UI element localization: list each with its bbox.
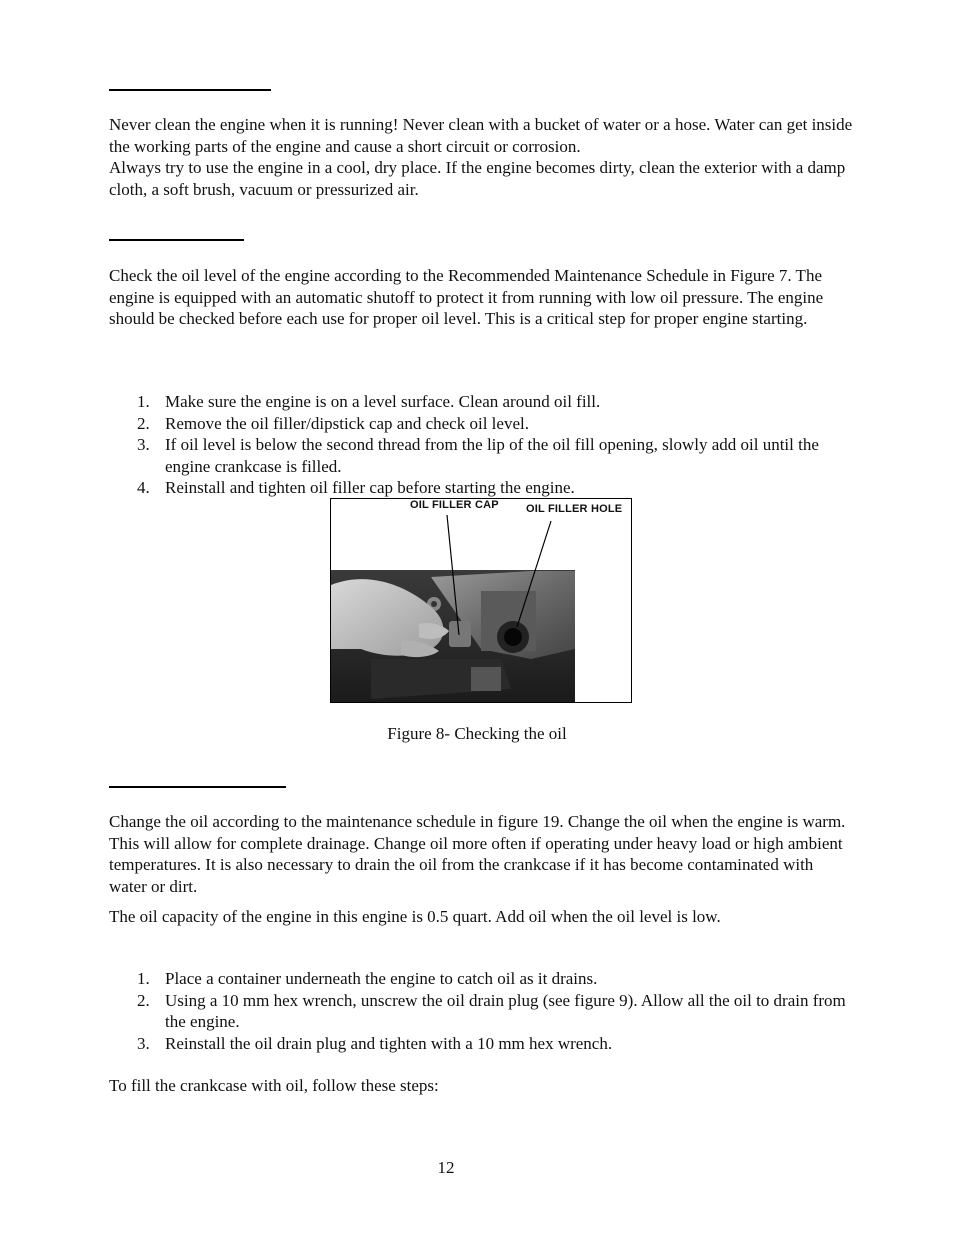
step-text: Reinstall and tighten oil filler cap before starting the engine. [165,478,575,497]
step-number: 2. [137,413,150,433]
oil-change-closing: To fill the crankcase with oil, follow these steps: [109,1076,439,1095]
step-number: 1. [137,969,150,988]
heading-underline-oil-check [109,239,244,241]
step-number: 2. [137,990,150,1010]
step-text: Reinstall the oil drain plug and tighten with a 10 mm hex wrench. [165,1033,613,1053]
list-item [109,968,854,990]
list-item [109,413,854,435]
list-item [109,990,854,1033]
label-oil-filler-hole: OIL FILLER HOLE [526,503,623,515]
figure-caption: Figure 8- Checking the oil [387,724,567,743]
step-number: 4. [137,478,150,497]
oil-check-paragraph: Check the oil level of the engine according to the Recommended Maintenance Schedule in Figure 7. The engine is equipped with an automatic shutoff to protect it from running with low oil pressure. The engine should be checked before each use for proper oil level. This is a critical step for proper engine starting. [109,266,824,328]
list-item [109,434,854,477]
cleaning-paragraph-2: Always try to use the engine in a cool, dry place. If the engine becomes dirty, clean the exterior with a damp cloth, a soft brush, vacuum or pressurized air. [109,158,846,199]
heading-underline-oil-change [109,786,286,788]
list-item [109,1033,854,1055]
oil-change-steps [109,968,854,1054]
step-number: 3. [137,1033,150,1053]
oil-change-paragraph-1: Change the oil according to the maintenance schedule in figure 19. Change the oil when the engine is warm. This will allow for complete drainage. Change oil more often if operating under heavy load or high ambient temperatures. It is also necessary to drain the oil from the crankcase if it has become contaminated with water or dirt. [109,812,846,896]
step-text: Make sure the engine is on a level surface. Clean around oil fill. [165,392,601,411]
list-item [109,391,854,413]
oil-check-steps [109,391,854,499]
engine-photo [331,499,631,702]
oil-change-paragraph-2: The oil capacity of the engine in this engine is 0.5 quart. Add oil when the oil level is low. [109,907,721,926]
step-text: Using a 10 mm hex wrench, unscrew the oil drain plug (see figure 9). Allow all the oil to drain from the engine. [165,990,846,1031]
figure-oil-check [330,498,632,703]
cleaning-paragraph-1: Never clean the engine when it is running! Never clean with a bucket of water or a hose. Water can get inside the working parts of the engine and cause a short circuit or corrosion. [109,115,853,156]
label-oil-filler-cap: OIL FILLER CAP [410,499,499,511]
page-number: 12 [437,1158,455,1177]
step-number: 3. [137,435,150,454]
step-text: Remove the oil filler/dipstick cap and check oil level. [165,413,529,433]
heading-underline-cleaning [109,89,271,91]
step-text: If oil level is below the second thread from the lip of the oil fill opening, slowly add oil until the engine crankcase is filled. [165,435,819,476]
list-item [109,477,854,499]
step-text: Place a container underneath the engine to catch oil as it drains. [165,969,598,988]
step-number: 1. [137,392,150,411]
